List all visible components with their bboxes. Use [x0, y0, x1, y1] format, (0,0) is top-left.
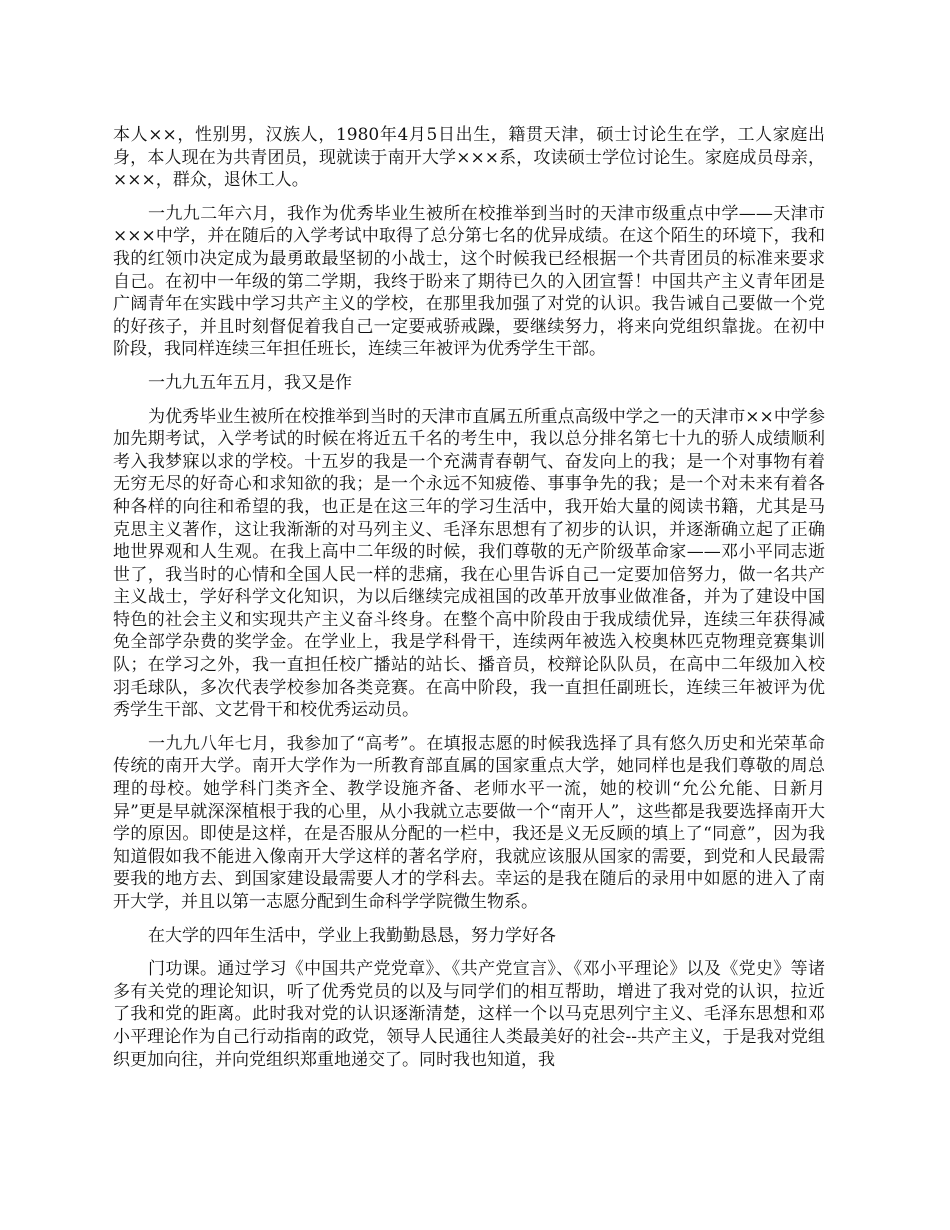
paragraph-personal-info: 本人××，性别男，汉族人，1980年4月5日出生，籍贯天津，硕士讨论生在学，工人家庭出身，本人现在为共青团员，现就读于南开大学×××系，攻读硕士学位讨论生。家庭成员母亲，×××，群众，退休工人。: [113, 125, 825, 191]
paragraph-university-intro: 在大学的四年生活中，学业上我勤勤恳恳，努力学好各: [148, 925, 556, 946]
paragraph-university-study: 门功课。通过学习《中国共产党党章》、《共产党宣言》、《邓小平理论》以及《党史》等诸多有关党的理论知识，听了优秀党员的以及与同学们的相互帮助，增进了我对党的认识，拉近了我和党的距离。此时我对党的认识逐渐清楚，这样一个以马克思列宁主义、毛泽东思想和邓小平理论作为自己行动指南的政党，领导人民通往人类最美好的社会--共产主义，于是我对党组织更加向往，并向党组织郑重地递交了。同时我也知道，我: [113, 959, 825, 1070]
paragraph-1995-intro: 一九九五年五月，我又是作: [148, 372, 352, 393]
paragraph-university-entrance: 一九九八年七月，我参加了“高考”。在填报志愿的时候我选择了具有悠久历史和光荣革命传统的南开大学。南开大学作为一所教育部直属的国家重点大学，她同样也是我们尊敬的周总理的母校。她学科门类齐全、教学设施齐备、老师水平一流，她的校训“允公允能、日新月异”更是早就深深植根于我的心里，从小我就立志要做一个“南开人”，这些都是我要选择南开大学的原因。即使是这样，在是否服从分配的一栏中，我还是义无反顾的填上了“同意”，因为我知道假如我不能进入像南开大学这样的著名学府，我就应该服从国家的需要，到党和人民最需要我的地方去、到国家建设最需要人才的学科去。幸运的是我在随后的录用中如愿的进入了南开大学，并且以第一志愿分配到生命科学学院微生物系。: [113, 733, 825, 912]
paragraph-junior-high: 一九九二年六月，我作为优秀毕业生被所在校推举到当时的天津市级重点中学——天津市×××中学，并在随后的入学考试中取得了总分第七名的优异成绩。在这个陌生的环境下，我和我的红领巾决定成为最勇敢最坚韧的小战士，这个时候我已经根据一个共青团员的标准来要求自己。在初中一年级的第二学期，我终于盼来了期待已久的入团宣誓！中国共产主义青年团是广阔青年在实践中学习共产主义的学校，在那里我加强了对党的认识。我告诫自己要做一个党的好孩子，并且时刻督促着我自己一定要戒骄戒躁，要继续努力，将来向党组织靠拢。在初中阶段，我同样连续三年担任班长，连续三年被评为优秀学生干部。: [113, 203, 825, 360]
paragraph-senior-high: 为优秀毕业生被所在校推举到当时的天津市直属五所重点高级中学之一的天津市××中学参加先期考试，入学考试的时候在将近五千名的考生中，我以总分排名第七十九的骄人成绩顺利考入我梦寐以求的学校。十五岁的我是一个充满青春朝气、奋发向上的我；是一个对事物有着无穷无尽的好奇心和求知欲的我；是一个永远不知疲倦、事事争先的我；是一个对未来有着各种各样的向往和希望的我，也正是在这三年的学习生活中，我开始大量的阅读书籍，尤其是马克思主义著作，这让我渐渐的对马列主义、毛泽东思想有了初步的认识，并逐渐确立起了正确地世界观和人生观。在我上高中二年级的时候，我们尊敬的无产阶级革命家——邓小平同志逝世了，我当时的心情和全国人民一样的悲痛，我在心里告诉自己一定要加倍努力，做一名共产主义战士，学好科学文化知识，为以后继续完成祖国的改革开放事业做准备，并为了建设中国特色的社会主义和实现共产主义奋斗终身。在整个高中阶段由于我成绩优异，连续三年获得减免全部学杂费的奖学金。在学业上，我是学科骨干，连续两年被选入校奥林匹克物理竞赛集训队；在学习之外，我一直担任校广播站的站长、播音员，校辩论队队员，在高中二年级加入校羽毛球队，多次代表学校参加各类竞赛。在高中阶段，我一直担任副班长，连续三年被评为优秀学生干部、文艺骨干和校优秀运动员。: [113, 406, 825, 721]
document-body: [113, 124, 825, 1082]
